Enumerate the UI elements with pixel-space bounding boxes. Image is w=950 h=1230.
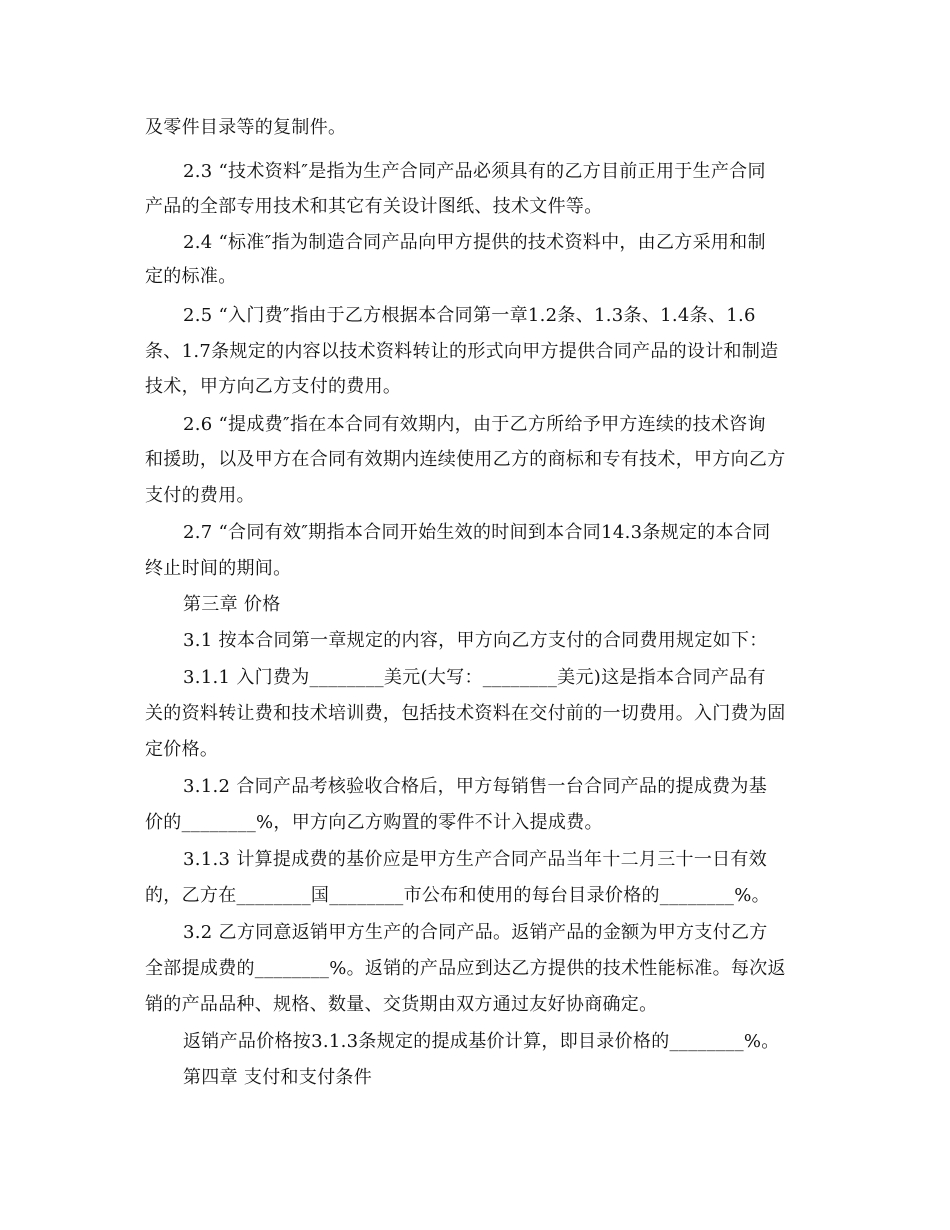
- text-line: 定价格。: [145, 739, 219, 760]
- chapter-3-heading: 第三章 价格: [183, 594, 281, 615]
- text-line: 价的________%，甲方向乙方购置的零件不计入提成费。: [145, 812, 603, 833]
- text-line: 条、1.7条规定的内容以技术资料转让的形式向甲方提供合同产品的设计和制造: [145, 341, 779, 362]
- text-line: 定的标准。: [145, 266, 237, 287]
- clause-2-3: 2.3 “技术资料″是指为生产合同产品必须具有的乙方目前正用于生产合同: [183, 161, 766, 182]
- clause-2-4: 2.4 “标准″指为制造合同产品向甲方提供的技术资料中，由乙方采用和制: [183, 232, 766, 253]
- buyback-price-paragraph: 返销产品价格按3.1.3条规定的提成基价计算，即目录价格的________%。: [183, 1031, 780, 1052]
- text-line: 关的资料转让费和技术培训费，包括技术资料在交付前的一切费用。入门费为固: [145, 703, 786, 724]
- clause-3-1-3: 3.1.3 计算提成费的基价应是甲方生产合同产品当年十二月三十一日有效: [183, 849, 768, 870]
- chapter-4-heading: 第四章 支付和支付条件: [183, 1067, 373, 1088]
- clause-3-2: 3.2 乙方同意返销甲方生产的合同产品。返销产品的金额为甲方支付乙方: [183, 922, 768, 943]
- clause-2-7: 2.7 “合同有效″期指本合同开始生效的时间到本合同14.3条规定的本合同: [183, 522, 771, 543]
- text-line: 全部提成费的________%。返销的产品应到达乙方提供的技术性能标准。每次返: [145, 958, 786, 979]
- text-line: 产品的全部专用技术和其它有关设计图纸、技术文件等。: [145, 196, 603, 217]
- text-line: 的，乙方在________国________市公布和使用的每台目录价格的________%。: [145, 885, 770, 906]
- text-line: 和援助，以及甲方在合同有效期内连续使用乙方的商标和专有技术，甲方向乙方: [145, 449, 786, 470]
- text-line: 技术，甲方向乙方支付的费用。: [145, 376, 402, 397]
- text-line: 销的产品品种、规格、数量、交货期由双方通过友好协商确定。: [145, 994, 658, 1015]
- clause-3-1-2: 3.1.2 合同产品考核验收合格后，甲方每销售一台合同产品的提成费为基: [183, 776, 768, 797]
- text-line: 终止时间的期间。: [145, 558, 292, 579]
- text-line: 及零件目录等的复制件。: [145, 117, 347, 138]
- text-line: 支付的费用。: [145, 485, 255, 506]
- clause-3-1: 3.1 按本合同第一章规定的内容，甲方向乙方支付的合同费用规定如下：: [183, 630, 768, 651]
- clause-2-6: 2.6 “提成费″指在本合同有效期内，由于乙方所给予甲方连续的技术咨询: [183, 414, 766, 435]
- clause-2-5: 2.5 “入门费″指由于乙方根据本合同第一章1.2条、1.3条、1.4条、1.6: [183, 305, 756, 326]
- clause-3-1-1: 3.1.1 入门费为________美元(大写：________美元)这是指本合同产品有: [183, 667, 766, 688]
